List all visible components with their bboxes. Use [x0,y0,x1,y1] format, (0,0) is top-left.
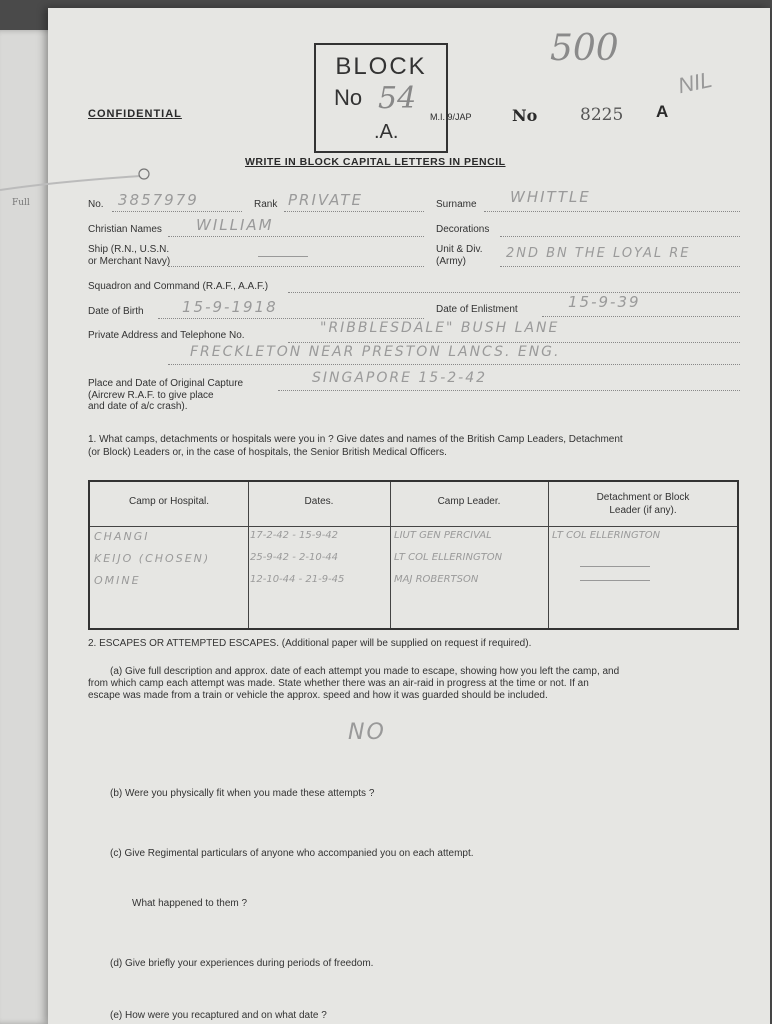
christian-names-label: Christian Names [88,224,162,235]
question-1-line-2: (or Block) Leaders or, in the case of hospitals, the Senior British Medical Officers. [88,447,447,458]
enlistment-label: Date of Enlistment [436,304,518,315]
serial-suffix: A [656,102,669,121]
squadron-label: Squadron and Command (R.A.F., A.A.F.) [88,281,269,292]
question-2a-answer: NO [348,720,386,745]
question-2a-line-2: from which camp each attempt was made. State whether there was an air-raid in progress at the time or not. If an [88,678,589,689]
no-value: 3857979 [118,191,199,209]
block-title: BLOCK [335,53,427,80]
table-header-leader: Camp Leader. [437,496,501,507]
table-header-camp: Camp or Hospital. [128,496,210,507]
question-1-line-1: 1. What camps, detachments or hospitals were you in ? Give dates and names of the British Camp Leaders, Detachment [88,434,623,445]
table-cell-camp: KEIJO (CHOSEN) [94,552,211,565]
table-header-detachment-2: Leader (if any). [609,505,677,516]
address-line-1: "RIBBLESDALE" BUSH LANE [320,320,560,336]
capture-label-3: and date of a/c crash). [88,401,188,412]
margin-note: Full [12,198,30,208]
block-stamp [314,43,448,153]
scribble-number: 500 [550,28,619,69]
dob-label: Date of Birth [88,306,144,317]
ship-label-2: or Merchant Navy) [88,256,171,267]
document-page [48,8,770,1024]
unit-label-1: Unit & Div. [436,244,483,255]
instruction-heading: WRITE IN BLOCK CAPITAL LETTERS IN PENCIL [245,156,506,168]
question-2a-line-1: (a) Give full description and approx. date of each attempt you made to escape, showing how you left the camp, and [110,666,620,677]
table-cell-leader: MAJ ROBERTSON [394,574,479,585]
surname-value: WHITTLE [510,188,591,206]
question-2-heading: 2. ESCAPES OR ATTEMPTED ESCAPES. (Additional paper will be supplied on request if required). [88,638,532,649]
form-code: M.I. 9/JAP [430,112,472,122]
enlistment-value: 15-9-39 [568,293,641,311]
question-2d: (d) Give briefly your experiences during periods of freedom. [110,958,374,969]
table-cell-camp: OMINE [94,574,141,587]
question-2a-line-3: escape was made from a train or vehicle the approx. speed and how it was guarded should be included. [88,690,548,701]
address-label: Private Address and Telephone No. [88,330,245,341]
table-cell-dates: 12-10-44 - 21-9-45 [250,574,345,585]
serial-no-label: No [512,106,538,125]
question-2c: (c) Give Regimental particulars of anyone who accompanied you on each attempt. [110,848,474,859]
block-no-label: No [334,85,363,110]
table-header-detachment-1: Detachment or Block [596,492,690,503]
unit-value: 2ND BN THE LOYAL RE [506,246,691,261]
surname-label: Surname [436,199,477,210]
no-label: No. [88,199,104,210]
rank-value: PRIVATE [288,191,363,209]
dob-value: 15-9-1918 [182,298,278,316]
unit-label-2: (Army) [436,256,466,267]
table-header-dates: Dates. [304,496,334,507]
scribble-nil: NIL [675,66,715,99]
question-2c-sub: What happened to them ? [132,898,248,909]
block-number: 54 [378,81,417,116]
decorations-label: Decorations [436,224,490,235]
table-cell-camp: CHANGI [94,530,150,543]
block-letter: .A. [374,121,399,143]
camp-table [88,480,739,630]
capture-label-2: (Aircrew R.A.F. to give place [88,390,214,401]
rank-label: Rank [254,199,278,210]
capture-value: SINGAPORE 15-2-42 [312,370,488,386]
ship-label-1: Ship (R.N., U.S.N. [88,244,170,255]
table-cell-leader: LIUT GEN PERCIVAL [394,530,492,541]
confidential-label: CONFIDENTIAL [88,108,182,120]
table-cell-dates: 17-2-42 - 15-9-42 [250,530,339,541]
capture-label-1: Place and Date of Original Capture [88,378,244,389]
serial-number: 8225 [580,105,624,125]
table-cell-leader: LT COL ELLERINGTON [394,552,503,563]
table-cell-detachment: LT COL ELLERINGTON [552,530,661,541]
question-2b: (b) Were you physically fit when you made these attempts ? [110,788,375,799]
table-cell-dates: 25-9-42 - 2-10-44 [250,552,339,563]
address-line-2: FRECKLETON NEAR PRESTON LANCS. ENG. [190,344,561,360]
christian-names-value: WILLIAM [196,216,274,234]
question-2e: (e) How were you recaptured and on what date ? [110,1010,327,1021]
